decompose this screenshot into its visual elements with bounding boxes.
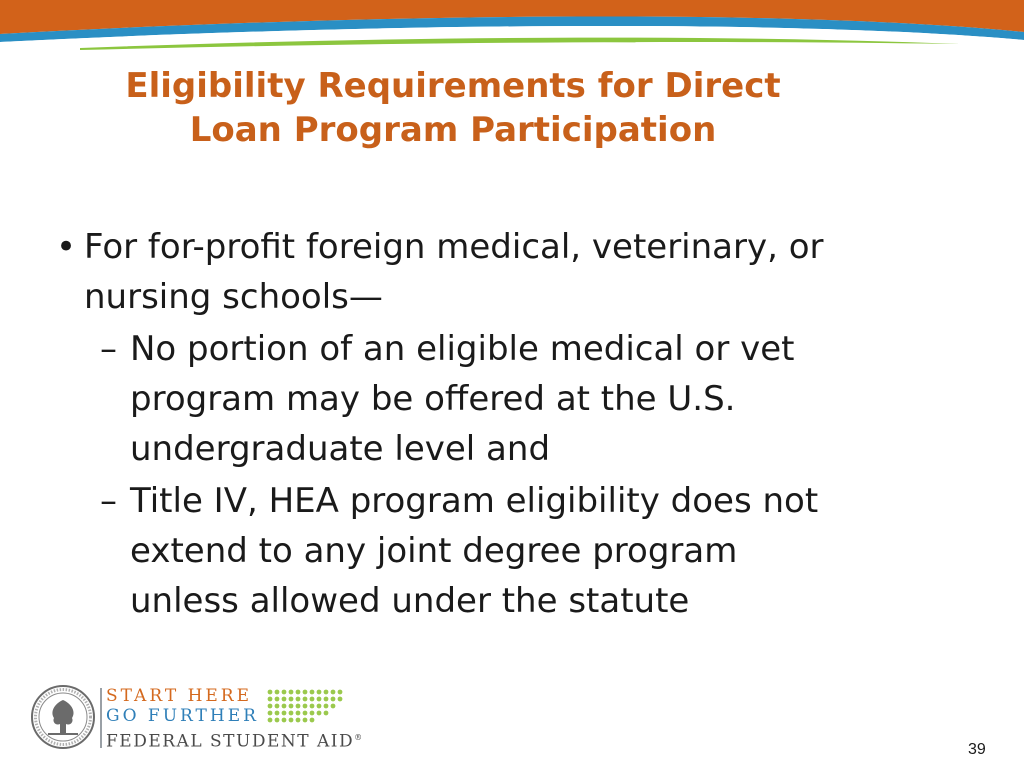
bullet-text-line1: For for-profit foreign medical, veterinary, or — [84, 227, 824, 267]
department-seal-icon — [30, 684, 96, 750]
logo-federal-student-aid — [106, 726, 362, 754]
page-number: 39 — [968, 741, 986, 758]
dash-icon: – — [100, 329, 117, 369]
header-banner — [0, 0, 1024, 60]
sub-bullet-line: undergraduate level and — [130, 429, 551, 469]
bullet-text-line2: nursing schools— — [84, 277, 383, 317]
slide-title-line1: Eligibility Requirements for Direct — [125, 66, 781, 106]
registered-mark: ® — [354, 733, 363, 742]
sub-bullet-line: program may be offered at the U.S. — [130, 379, 736, 419]
sub-bullet-item — [44, 476, 984, 626]
sub-bullet-item — [44, 324, 984, 474]
slide-body — [44, 222, 984, 626]
logo-divider — [100, 688, 102, 748]
sub-bullet-line: Title IV, HEA program eligibility does not — [130, 481, 819, 521]
bullet-item — [44, 222, 984, 322]
logo-start-here: START HERE — [106, 686, 253, 706]
logo-go-further: GO FURTHER — [106, 706, 259, 726]
sub-bullet-line: No portion of an eligible medical or vet — [130, 329, 795, 369]
dash-icon: – — [100, 481, 117, 521]
federal-student-aid-logo — [30, 684, 363, 754]
sub-bullet-line: unless allowed under the statute — [130, 581, 690, 621]
dot-grid-icon — [266, 688, 348, 728]
sub-bullet-line: extend to any joint degree program — [130, 531, 738, 571]
bullet-icon: • — [56, 227, 77, 267]
logo-fsa-text: FEDERAL STUDENT AID — [106, 731, 355, 752]
slide-title — [0, 64, 906, 152]
slide-title-line2: Loan Program Participation — [189, 110, 717, 150]
